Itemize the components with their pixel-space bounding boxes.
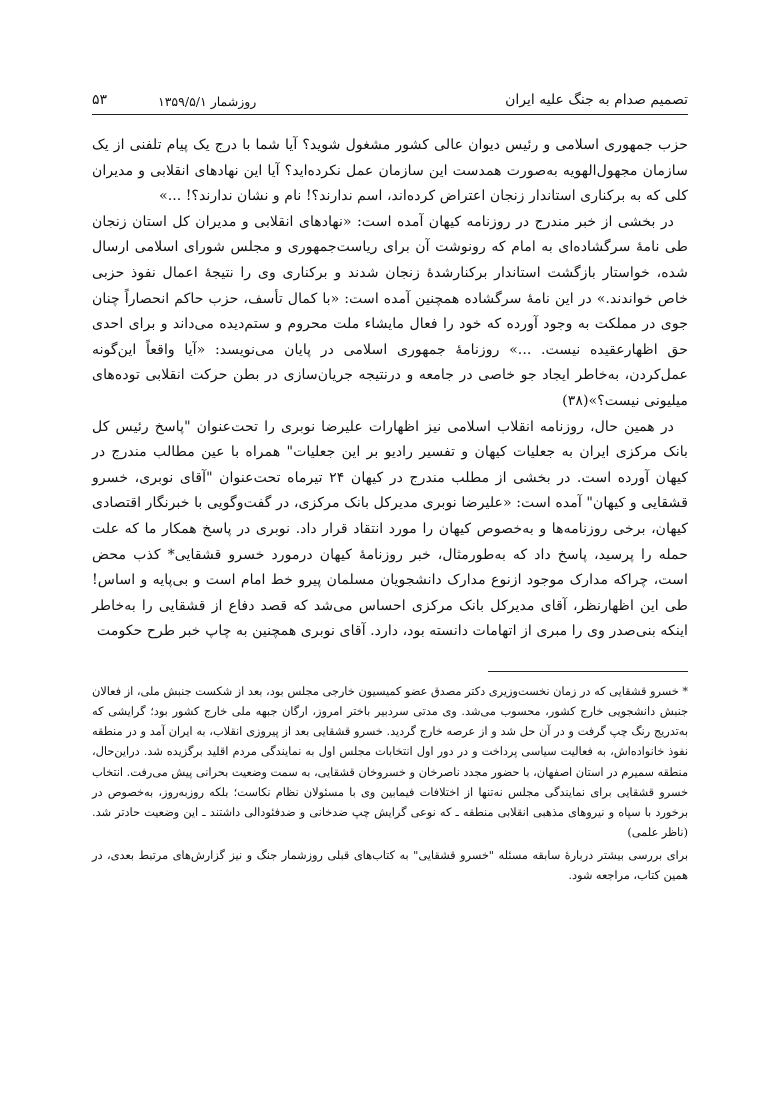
footnote-separator bbox=[488, 671, 688, 672]
footnote-2: برای بررسی بیشتر دربارهٔ سابقه مسئله "خسرو قشقایی" به کتاب‌های قبلی روزشمار جنگ و نیز گزارش‌های مرتبط بعدی، در همین کتاب، مراجعه شود. bbox=[92, 848, 688, 882]
document-page bbox=[92, 88, 688, 886]
body-text bbox=[92, 133, 688, 645]
chronicle-date: روزشمار ۱۳۵۹/۵/۱ bbox=[152, 94, 262, 109]
running-header bbox=[92, 88, 688, 115]
book-title: تصمیم صدام به جنگ علیه ایران bbox=[505, 92, 688, 108]
paragraph-1: حزب جمهوری اسلامی و رئیس دیوان عالی کشور مشغول شوید؟ آیا شما با درج یک پیام تلفنی از یک سازمان مجهول‌الهویه به‌صورت همدست این سازمان عمل نکرده‌اید؟ آیا این نهادهای انقلابی و مدیران کلی که به برکناری استاندار زنجان اعتراض کرده‌اند، اسم ندارند؟! نام و نشان ندارند؟! ...» bbox=[92, 137, 688, 205]
footnote-1: * خسرو قشقایی که در زمان نخست‌وزیری دکتر مصدق عضو کمیسیون خارجی مجلس بود، بعد از شکست جنبش ملی، از فعالان جنبش دانشجویی خارج کشور، محسوب می‌شد. وی مدتی سردبیر باختر امروز، ارگان جبهه ملی خارج کشور بود؛ گرایشی که به‌تدریج رنگ چپ گرفت و در آن حل شد و از عرصه خارج گردید. خسرو قشقایی بعد از پیروزی انقلاب، به ایران آمد و در منطقه نفوذ خانواده‌اش، به فعالیت سیاسی پرداخت و در دور اول انتخابات مجلس اول به نمایندگی مردم اقلید برگزیده شد. دراین‌حال، منطقه سمیرم در استان اصفهان، با حضور مجدد ناصرخان و خسروخان قشقایی، به سمت وضعیت بحرانی پیش می‌رفت. انتخاب خسرو قشقایی برای نمایندگی مجلس نه‌تنها از اختلافات فیمابین وی با مسئولان نظام نکاست؛ بلکه روزبه‌روز، به‌خصوص در برخورد با سپاه و نیروهای مذهبی انقلابی منطقه ـ که نوعی گرایش چپ ضدخانی و ضدفئودالی داشتند ـ این وضعیت حادتر شد. (ناظر علمی) bbox=[92, 684, 688, 840]
footnotes bbox=[92, 682, 688, 886]
paragraph-2: در بخشی از خبر مندرج در روزنامه کیهان آمده است: «نهادهای انقلابی و مدیران کل استان زنجان طی نامهٔ سرگشاده‌ای به امام که رونوشت آن برای ریاست‌جمهوری و مجلس شورای اسلامی ارسال شده، خواستار بازگشت استاندار برکنارشدهٔ زنجان شدند و برکناری وی را نتیجهٔ اعمال نفوذ حزبی خاص خواندند.» در این نامهٔ سرگشاده همچنین آمده است: «با کمال تأسف، حزب حاکم انحصاراً چنان جوی در مملکت به وجود آورده که خود را فعال مایشاء ملت محروم و ستم‌دیده می‌داند و برای احدی حق اظهارعقیده نیست. ...» روزنامهٔ جمهوری اسلامی در پایان می‌نویسد: «آیا واقعاً این‌گونه عمل‌کردن، به‌خاطر ایجاد جو خاصی در جامعه و درنتیجه جریان‌سازی در بطن حرکت انقلابی توده‌های میلیونی نیست؟»(۳۸) bbox=[92, 213, 688, 409]
paragraph-3: در همین حال، روزنامه انقلاب اسلامی نیز اظهارات علیرضا نوبری را تحت‌عنوان "پاسخ رئیس کل بانک مرکزی ایران به جعلیات کیهان و تفسیر رادیو بر این جعلیات" همراه با عین مطالب مندرج در کیهان آورده است. در بخشی از مطلب مندرج در کیهان ۲۴ تیرماه تحت‌عنوان "آقای نوبری، خسرو قشقایی و کیهان" آمده است: «علیرضا نوبری مدیرکل بانک مرکزی، در گفت‌وگویی با خبرنگار اقتصادی کیهان، برخی روزنامه‌ها و به‌خصوص کیهان را مورد انتقاد قرار داد. نوبری در پاسخ همکار ما که علت حمله را پرسید، پاسخ داد که به‌طورمثال، خبر روزنامهٔ کیهان درمورد خسرو قشقایی* کذب محض است، چراکه مدارک موجود ازنوع مدارک دانشجویان مسلمان پیرو خط امام است و بی‌پایه و اساس! طی این اظهارنظر، آقای مدیرکل بانک مرکزی احساس می‌شد که قصد دفاع از قشقایی را به‌خاطر اینکه بنی‌صدر وی را مبری از اتهامات دانسته بود، دارد. آقای نوبری همچنین به چاپ خبر طرح حکومت bbox=[92, 418, 688, 640]
page-number: ۵۳ bbox=[92, 92, 108, 108]
